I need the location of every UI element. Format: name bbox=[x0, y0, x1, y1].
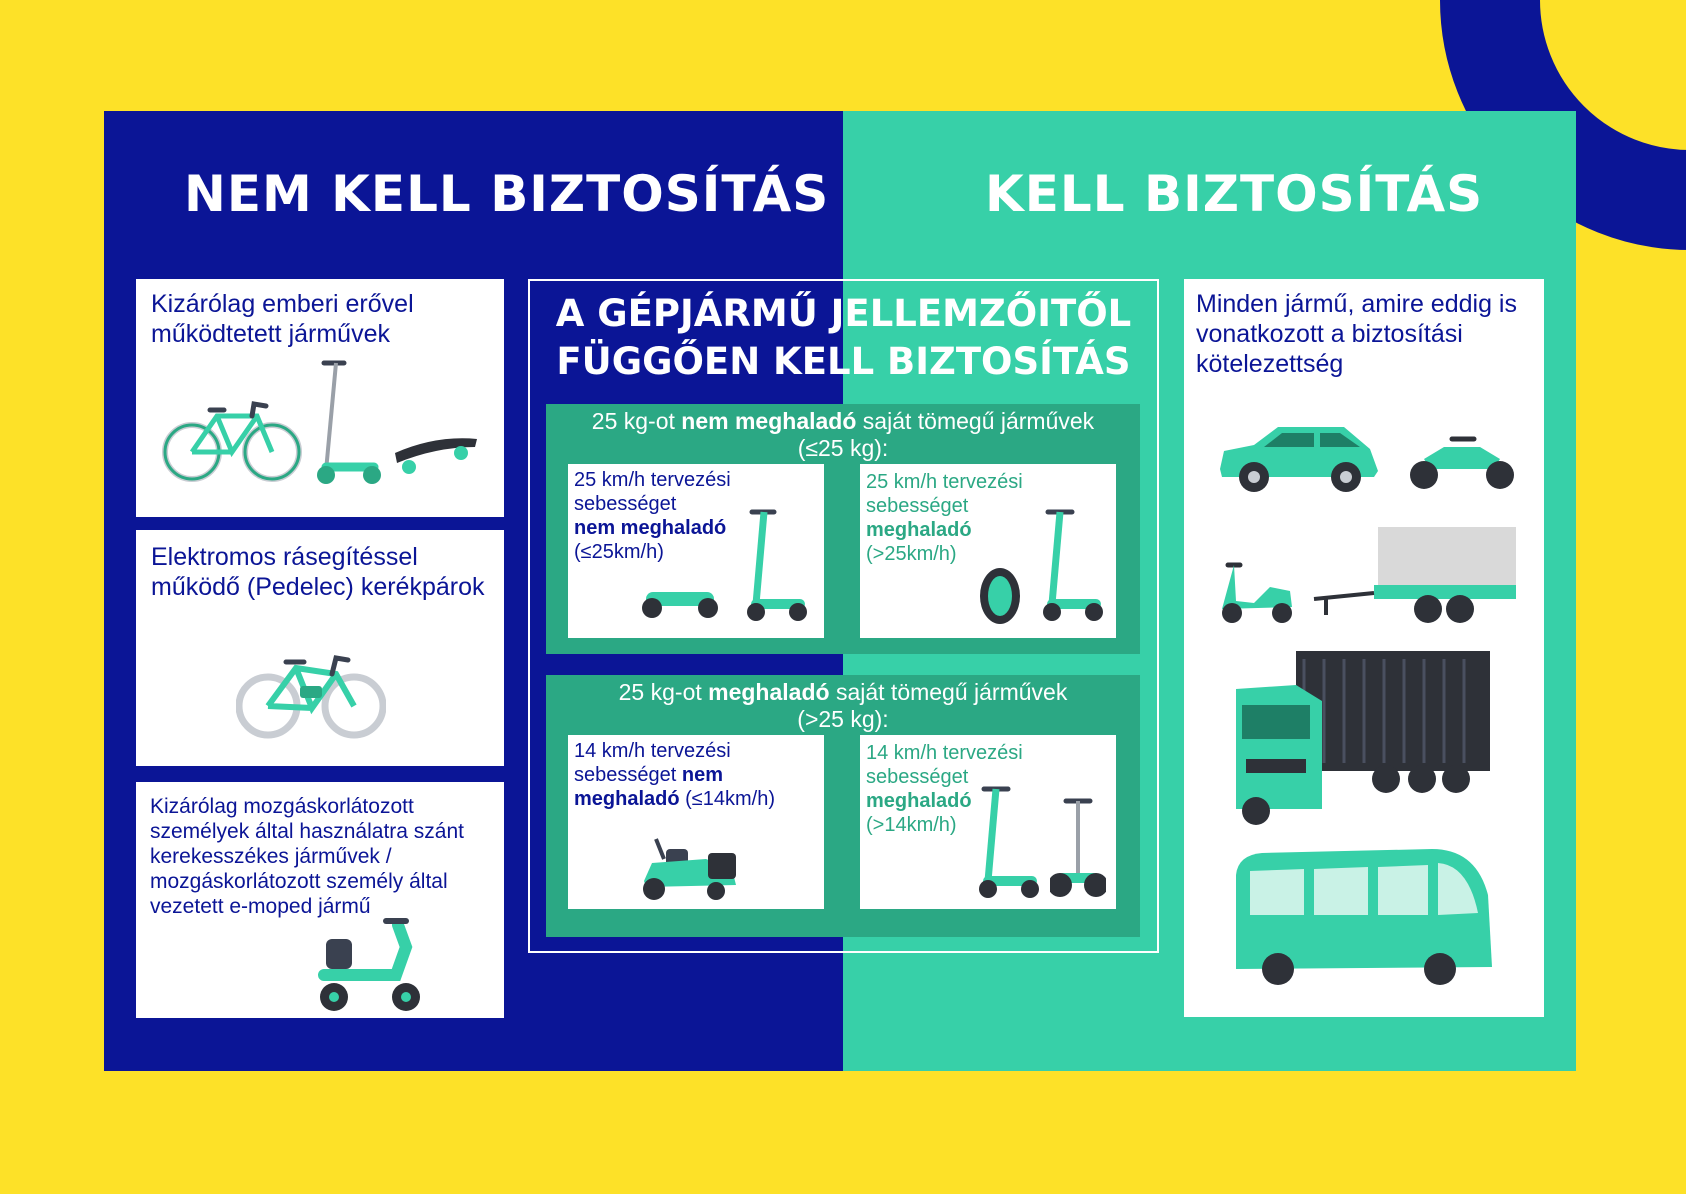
car-icon bbox=[1214, 419, 1384, 495]
group-over-25kg bbox=[546, 675, 1140, 937]
sub-card-text: 25 km/h tervezési sebességet meghaladó (>25km/h) bbox=[866, 471, 1023, 565]
card-pedelec bbox=[136, 530, 504, 766]
trailer-icon bbox=[1312, 525, 1522, 629]
bus-icon bbox=[1232, 841, 1498, 991]
mobility-scooter-icon bbox=[306, 917, 436, 1017]
center-title: A GÉPJÁRMŰ JELLEMZŐITŐL FÜGGŐEN KELL BIZTOSÍTÁS bbox=[555, 292, 1132, 383]
e-scooter-icon bbox=[744, 508, 808, 624]
card-text: Kizárólag emberi erővel működtetett járművek bbox=[151, 290, 414, 348]
bicycle-icon bbox=[162, 394, 302, 484]
kick-scooter-icon bbox=[314, 359, 384, 489]
sub-card-up-to-14kmh bbox=[568, 735, 824, 909]
pedelec-bicycle-icon bbox=[236, 650, 386, 740]
moped-icon bbox=[1214, 557, 1298, 627]
card-text: Minden jármű, amire eddig is vonatkozott a biztosítási kötelezettség bbox=[1196, 290, 1517, 378]
left-heading: NEM KELL BIZTOSÍTÁS bbox=[184, 165, 830, 223]
sub-card-text: 14 km/h tervezési sebességet meghaladó (>14km/h) bbox=[866, 742, 1023, 836]
card-text: Kizárólag mozgáskorlátozott személyek által használatra szánt kerekesszékes járművek / mozgáskorlátozott személy által vezetett e-moped jármű bbox=[150, 795, 464, 918]
group-heading: 25 kg-ot nem meghaladó saját tömegű járművek (≤25 kg): bbox=[591, 408, 1095, 461]
card-mandatory-vehicles bbox=[1184, 279, 1544, 1017]
truck-icon bbox=[1226, 649, 1496, 829]
group-heading: 25 kg-ot meghaladó saját tömegű járművek (>25 kg): bbox=[618, 679, 1068, 732]
e-scooter-icon bbox=[1042, 508, 1106, 624]
right-heading: KELL BIZTOSÍTÁS bbox=[985, 165, 1484, 223]
sub-card-over-25kmh bbox=[860, 464, 1116, 638]
monowheel-icon bbox=[978, 562, 1022, 628]
ride-on-mower-icon bbox=[636, 829, 746, 903]
sub-card-text: 14 km/h tervezési sebességet nem meghaladó (≤14km/h) bbox=[574, 740, 776, 810]
segway-icon bbox=[1050, 797, 1106, 901]
quad-bike-icon bbox=[1404, 425, 1520, 493]
sub-card-up-to-25kmh bbox=[568, 464, 824, 638]
sub-card-over-14kmh bbox=[860, 735, 1116, 909]
card-mobility bbox=[136, 782, 504, 1018]
sub-card-text: 25 km/h tervezési sebességet nem meghaladó (≤25km/h) bbox=[574, 469, 731, 563]
card-text: Elektromos rásegítéssel működő (Pedelec) kerékpárok bbox=[151, 543, 485, 601]
hoverboard-icon bbox=[642, 584, 718, 620]
group-under-25kg bbox=[546, 404, 1140, 654]
skateboard-icon bbox=[391, 429, 481, 479]
e-scooter-icon bbox=[978, 785, 1042, 901]
card-human-powered bbox=[136, 279, 504, 517]
